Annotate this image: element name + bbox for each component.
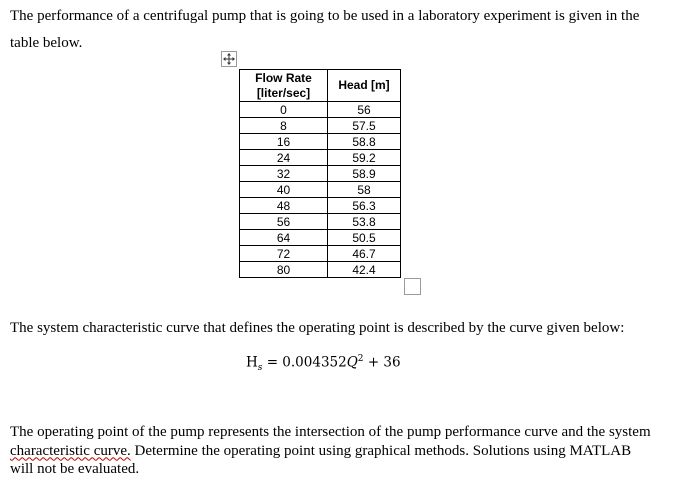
table-row (240, 134, 401, 150)
final-line-3: will not be evaluated. (10, 461, 140, 477)
equation-subscript: s (257, 363, 263, 374)
table-row (240, 118, 401, 134)
table-row (240, 102, 401, 118)
four-way-arrow-icon (222, 52, 236, 66)
table-row (240, 198, 401, 214)
head-cell: 58.8 (328, 134, 401, 150)
table-move-handle-icon[interactable] (221, 51, 237, 67)
head-cell: 58.9 (328, 166, 401, 182)
flow-rate-cell: 80 (240, 262, 328, 278)
head-cell: 53.8 (328, 214, 401, 230)
system-curve-equation (246, 354, 401, 373)
intro-paragraph (10, 3, 690, 57)
flow-rate-cell: 40 (240, 182, 328, 198)
equation-constant: + 36 (363, 354, 401, 371)
spellcheck-underlined-text[interactable]: characteristic curve. (10, 442, 131, 459)
flow-rate-cell: 0 (240, 102, 328, 118)
flow-rate-cell: 64 (240, 230, 328, 246)
system-curve-paragraph: The system characteristic curve that defines the operating point is described by the curve given below: (10, 320, 625, 336)
table-resize-handle[interactable] (404, 278, 421, 295)
head-cell: 46.7 (328, 246, 401, 262)
flow-rate-cell: 8 (240, 118, 328, 134)
head-cell: 42.4 (328, 262, 401, 278)
pump-performance-table (239, 69, 401, 278)
head-cell: 57.5 (328, 118, 401, 134)
flow-rate-cell: 48 (240, 198, 328, 214)
table-row (240, 182, 401, 198)
head-cell: 58 (328, 182, 401, 198)
flow-rate-cell: 56 (240, 214, 328, 230)
head-cell: 50.5 (328, 230, 401, 246)
operating-point-paragraph (10, 423, 690, 479)
table-row (240, 166, 401, 182)
equation-coefficient: = 0.004352 (262, 354, 347, 371)
table-row (240, 150, 401, 166)
table-row (240, 214, 401, 230)
final-line-2: Determine the operating point using graphical methods. Solutions using MATLAB (130, 442, 632, 459)
equation-lhs: H (246, 354, 258, 371)
flow-rate-cell: 16 (240, 134, 328, 150)
equation-exponent: 2 (357, 354, 364, 364)
flow-rate-header: Flow Rate [liter/sec] (240, 70, 328, 102)
intro-line-2: table below. (10, 35, 83, 51)
table-row (240, 230, 401, 246)
final-line-1: The operating point of the pump represents the intersection of the pump performance curve and the system (10, 424, 651, 440)
table-row (240, 262, 401, 278)
intro-line-1: The performance of a centrifugal pump that is going to be used in a laboratory experiment is given in the (10, 8, 640, 24)
head-cell: 56.3 (328, 198, 401, 214)
flow-rate-cell: 24 (240, 150, 328, 166)
equation-variable: Q (346, 354, 358, 371)
table-row (240, 246, 401, 262)
flow-rate-cell: 32 (240, 166, 328, 182)
flow-rate-cell: 72 (240, 246, 328, 262)
head-cell: 59.2 (328, 150, 401, 166)
head-header: Head [m] (328, 70, 401, 102)
head-cell: 56 (328, 102, 401, 118)
table-header-row (240, 70, 401, 102)
